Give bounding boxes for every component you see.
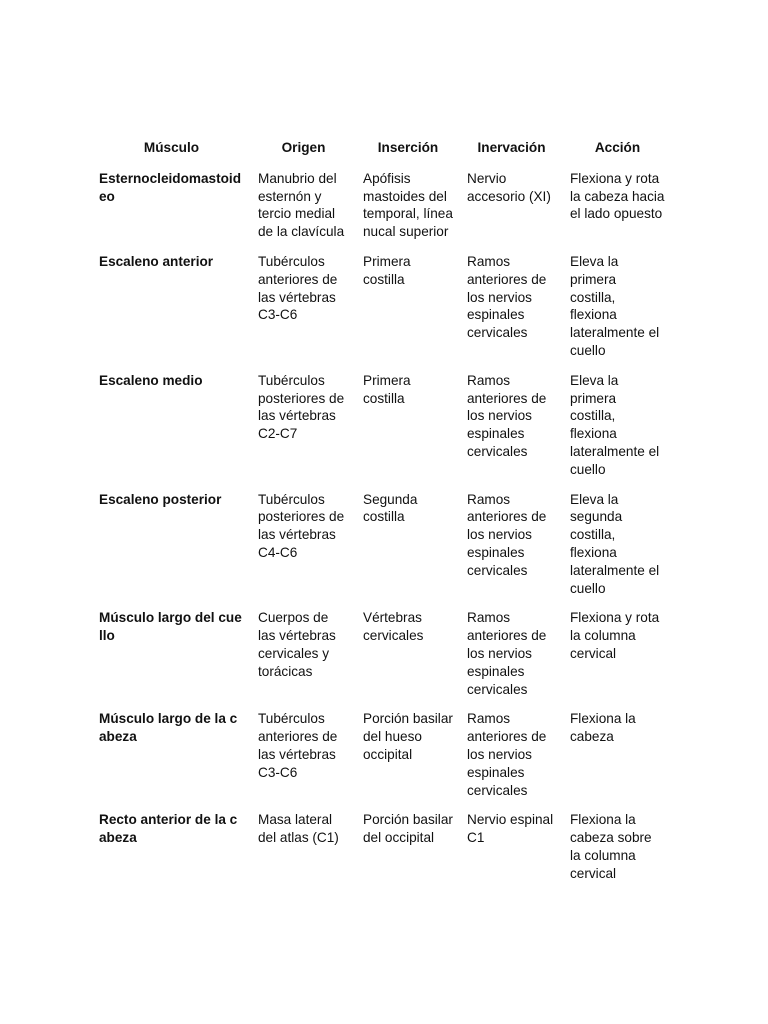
- cell-insercion: Porción basilar del occipital: [363, 812, 453, 846]
- cell-musculo: Escaleno anterior: [99, 253, 214, 269]
- cell-accion: Eleva la primera costilla, flexiona lateralmente el cuello: [570, 372, 660, 477]
- table-header: [92, 131, 672, 170]
- cell-origen: Tubérculos anteriores de las vértebras C3-C6: [258, 253, 338, 323]
- table-row: [92, 170, 672, 253]
- table-body: [92, 170, 672, 895]
- cell-accion: Flexiona y rota la cabeza hacia el lado opuesto: [570, 170, 665, 222]
- cell-insercion: Primera costilla: [363, 372, 411, 406]
- cell-musculo: Músculo largo del cuello: [99, 610, 242, 644]
- cell-origen: Masa lateral del atlas (C1): [258, 812, 339, 846]
- cell-insercion: Porción basilar del hueso occipital: [363, 711, 453, 762]
- cell-musculo: Esternocleidomastoideo: [99, 170, 242, 204]
- cell-accion: Eleva la segunda costilla, flexiona lateralmente el cuello: [570, 491, 660, 596]
- cell-inervacion: Ramos anteriores de los nervios espinales cervicales: [467, 610, 547, 697]
- cell-origen: Cuerpos de las vértebras cervicales y torácicas: [258, 610, 336, 679]
- table-row: [92, 372, 672, 491]
- cell-insercion: Segunda costilla: [363, 491, 418, 525]
- cell-musculo: Recto anterior de la cabeza: [99, 812, 238, 846]
- table-row: [92, 811, 672, 894]
- cell-accion: Flexiona la cabeza: [570, 711, 636, 745]
- cell-inervacion: Ramos anteriores de los nervios espinales cervicales: [467, 372, 547, 459]
- header-accion: Acción: [594, 140, 641, 155]
- header-musculo: Músculo: [143, 140, 200, 155]
- table-row: [92, 710, 672, 811]
- cell-musculo: Escaleno medio: [99, 372, 203, 388]
- cell-accion: Eleva la primera costilla, flexiona lateralmente el cuello: [570, 253, 660, 358]
- cell-musculo: Músculo largo de la cabeza: [99, 711, 238, 745]
- table-row: [92, 491, 672, 610]
- cell-inervacion: Nervio accesorio (XI): [467, 170, 551, 204]
- muscle-table: [92, 131, 672, 894]
- cell-inervacion: Ramos anteriores de los nervios espinales cervicales: [467, 491, 547, 578]
- cell-inervacion: Ramos anteriores de los nervios espinales cervicales: [467, 253, 547, 341]
- header-insercion: Inserción: [377, 140, 439, 155]
- cell-insercion: Primera costilla: [363, 253, 411, 287]
- cell-origen: Tubérculos anteriores de las vértebras C3-C6: [258, 711, 338, 780]
- cell-insercion: Apófisis mastoides del temporal, línea nucal superior: [363, 170, 453, 240]
- cell-origen: Tubérculos posteriores de las vértebras C2-C7: [258, 372, 345, 442]
- cell-insercion: Vértebras cervicales: [363, 610, 424, 644]
- table-row: [92, 609, 672, 710]
- cell-accion: Flexiona la cabeza sobre la columna cervical: [570, 812, 652, 881]
- table-row: [92, 253, 672, 372]
- header-inervacion: Inervación: [477, 140, 546, 155]
- cell-musculo: Escaleno posterior: [99, 491, 222, 507]
- header-row: [92, 131, 672, 170]
- cell-origen: Tubérculos posteriores de las vértebras C4-C6: [258, 491, 345, 560]
- cell-origen: Manubrio del esternón y tercio medial de la clavícula: [258, 170, 345, 240]
- cell-accion: Flexiona y rota la columna cervical: [570, 610, 660, 661]
- header-origen: Origen: [281, 140, 326, 155]
- cell-inervacion: Nervio espinal C1: [467, 812, 554, 846]
- cell-inervacion: Ramos anteriores de los nervios espinales cervicales: [467, 711, 547, 798]
